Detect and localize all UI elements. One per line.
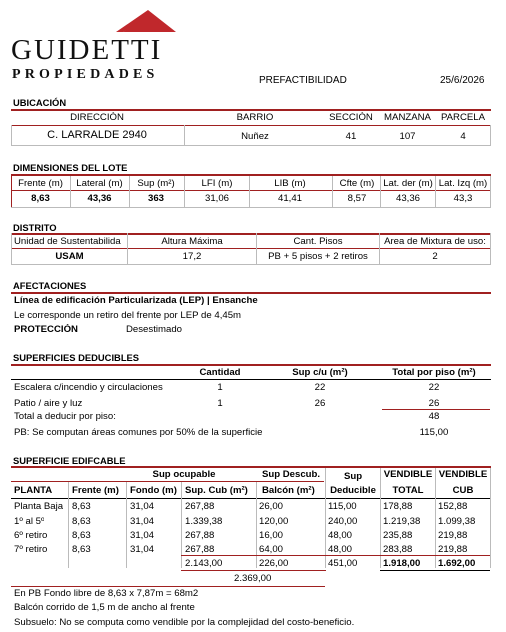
cell-fondo: 31,04 xyxy=(130,544,155,555)
value-seccion: 41 xyxy=(345,131,357,142)
col-header-cub: CUB xyxy=(452,485,474,496)
deducible-cantidad: 1 xyxy=(217,382,223,393)
cell-fondo: 31,04 xyxy=(130,501,155,512)
col-header-frente: Frente (m) xyxy=(18,178,63,189)
cell-sup-cub: 267,88 xyxy=(185,501,215,512)
divider xyxy=(181,555,490,556)
col-header-sup-cu: Sup c/u (m²) xyxy=(292,367,348,378)
cell-total: 283,88 xyxy=(383,544,413,555)
document-title: PREFACTIBILIDAD xyxy=(259,75,347,86)
cell-sup-cub: 1.339,38 xyxy=(185,516,223,527)
section-title-ubicacion: UBICACIÓN xyxy=(13,97,67,108)
divider xyxy=(11,481,324,482)
cell-frente: 8,63 xyxy=(72,544,91,555)
value-frente: 8,63 xyxy=(31,193,50,204)
afectacion-lep: Línea de edificación Particularizada (LEP) | Ensanche xyxy=(14,295,258,306)
divider xyxy=(11,586,325,587)
cell-cub: 152,88 xyxy=(438,501,468,512)
cell-frente: 8,63 xyxy=(72,501,91,512)
divider xyxy=(11,466,491,468)
grid-line xyxy=(11,233,12,264)
col-header-cantidad: Cantidad xyxy=(199,367,241,378)
value-direccion: C. LARRALDE 2940 xyxy=(47,129,147,141)
section-title-afectaciones: AFECTACIONES xyxy=(13,280,87,291)
pb-note-value: 115,00 xyxy=(419,427,449,438)
total-deducir-label: Total a deducir por piso: xyxy=(14,411,116,422)
group-header-sup: Sup xyxy=(343,471,363,482)
divider xyxy=(11,264,491,265)
col-header-lateral: Lateral (m) xyxy=(76,178,123,189)
total-sup-cub: 2.143,00 xyxy=(185,558,223,569)
value-sup: 363 xyxy=(147,193,164,204)
divider xyxy=(181,570,326,571)
company-logo xyxy=(11,10,176,82)
cell-planta: 1º al 5º xyxy=(14,516,45,527)
value-lib: 41,41 xyxy=(277,193,302,204)
cell-deducible: 48,00 xyxy=(328,530,353,541)
cell-deducible: 115,00 xyxy=(328,501,357,512)
col-header-sup-cub: Sup. Cub (m²) xyxy=(185,485,248,496)
section-title-deducibles: SUPERFICIES DEDUCIBLES xyxy=(13,352,140,363)
divider xyxy=(382,409,490,410)
cell-cub: 219,88 xyxy=(438,544,468,555)
group-header-descub: Sup Descub. xyxy=(261,469,321,480)
value-altura: 17,2 xyxy=(182,251,202,262)
value-barrio: Nuñez xyxy=(241,131,269,142)
col-header-pisos: Cant. Pisos xyxy=(293,236,343,247)
cell-balcon: 26,00 xyxy=(259,501,284,512)
divider xyxy=(11,174,491,176)
cell-cub: 1.099,38 xyxy=(438,516,476,527)
col-header-seccion: SECCIÓN xyxy=(329,112,373,123)
divider xyxy=(11,125,491,126)
grid-line xyxy=(380,176,381,207)
value-manzana: 107 xyxy=(399,131,416,142)
col-header-total-piso: Total por piso (m²) xyxy=(392,367,476,378)
deducible-sup: 26 xyxy=(314,398,326,409)
col-header-direccion: DIRECCIÓN xyxy=(70,112,124,123)
col-header-balcon: Balcón (m²) xyxy=(262,485,315,496)
cell-sup-cub: 267,88 xyxy=(185,530,215,541)
col-header-lib: LIB (m) xyxy=(274,178,306,189)
grand-total: 2.369,00 xyxy=(234,573,272,584)
grid-line xyxy=(184,125,185,145)
deducible-sup: 22 xyxy=(314,382,326,393)
total-balcon: 226,00 xyxy=(259,558,289,569)
grid-line xyxy=(184,176,185,207)
divider xyxy=(11,379,491,380)
value-unidad: USAM xyxy=(55,251,84,262)
divider xyxy=(11,145,491,146)
grid-line xyxy=(249,176,250,207)
grid-line xyxy=(379,233,380,264)
deducible-label: Patio / aire y luz xyxy=(14,398,83,409)
divider xyxy=(11,364,491,366)
cell-balcon: 64,00 xyxy=(259,544,284,555)
cell-cub: 219,88 xyxy=(438,530,468,541)
total-vendible-cub: 1.692,00 xyxy=(438,558,476,569)
grid-line xyxy=(490,125,491,145)
section-title-lote: DIMENSIONES DEL LOTE xyxy=(13,162,128,173)
col-header-fondo: Fondo (m) xyxy=(130,485,177,496)
cell-balcon: 120,00 xyxy=(259,516,289,527)
divider xyxy=(11,109,491,111)
cell-deducible: 240,00 xyxy=(328,516,358,527)
proteccion-value: Desestimado xyxy=(126,324,182,335)
col-header-lfi: LFI (m) xyxy=(201,178,233,189)
group-header-vendible-total: VENDIBLE xyxy=(383,469,433,480)
grid-line xyxy=(256,233,257,264)
grid-line xyxy=(435,176,436,207)
grid-line xyxy=(127,233,128,264)
divider xyxy=(11,207,491,208)
col-header-cfte: Cfte (m) xyxy=(339,178,375,189)
group-header-vendible-cub: VENDIBLE xyxy=(438,469,488,480)
col-header-parcela: PARCELA xyxy=(440,112,486,123)
col-header-total: TOTAL xyxy=(392,485,424,496)
divider xyxy=(11,233,491,235)
deducible-label: Escalera c/incendio y circulaciones xyxy=(14,382,163,393)
grid-line xyxy=(435,468,436,568)
col-header-sup: Sup (m²) xyxy=(137,178,175,189)
divider xyxy=(11,292,491,294)
value-lat-izq: 43,3 xyxy=(453,193,473,204)
total-vendible: 1.918,00 xyxy=(383,558,421,569)
grid-line xyxy=(70,176,71,207)
cell-balcon: 16,00 xyxy=(259,530,284,541)
col-header-unidad: Unidad de Sustentabilida xyxy=(14,236,121,247)
cell-fondo: 31,04 xyxy=(130,516,155,527)
pb-note: PB: Se computan áreas comunes por 50% de la superficie xyxy=(14,427,263,438)
grid-line xyxy=(325,468,326,568)
col-header-lat-der: Lat. der (m) xyxy=(383,178,433,189)
divider xyxy=(11,498,491,499)
cell-planta: 7º retiro xyxy=(14,544,48,555)
note-balcon: Balcón corrido de 1,5 m de ancho al frente xyxy=(14,602,195,613)
value-lat-der: 43,36 xyxy=(395,193,420,204)
grid-line xyxy=(490,233,491,264)
cell-sup-cub: 267,88 xyxy=(185,544,215,555)
cell-total: 178,88 xyxy=(383,501,413,512)
col-header-deducible: Deducible xyxy=(330,485,376,496)
grid-line xyxy=(490,468,491,568)
afectacion-retiro: Le corresponde un retiro del frente por LEP de 4,45m xyxy=(14,310,242,321)
proteccion-label: PROTECCIÓN xyxy=(14,324,78,335)
col-header-lat-izq: Lat. Izq (m) xyxy=(438,178,488,189)
note-subsuelo: Subsuelo: No se computa como vendible por la complejidad del costo-beneficio. xyxy=(14,617,355,628)
value-pisos: PB + 5 pisos + 2 retiros xyxy=(268,251,368,262)
deducible-total: 26 xyxy=(428,398,440,409)
note-fondo-libre: En PB Fondo libre de 8,63 x 7,87m = 68m2 xyxy=(14,588,199,599)
total-deducible: 451,00 xyxy=(328,558,358,569)
cell-frente: 8,63 xyxy=(72,530,91,541)
value-mixtura: 2 xyxy=(432,251,438,262)
deducible-cantidad: 1 xyxy=(217,398,223,409)
col-header-frente: Frente (m) xyxy=(72,485,119,496)
col-header-planta: PLANTA xyxy=(14,485,53,496)
value-lfi: 31,06 xyxy=(204,193,229,204)
grid-line xyxy=(380,468,381,568)
divider xyxy=(11,248,491,249)
grid-line xyxy=(11,176,12,207)
value-lateral: 43,36 xyxy=(87,193,112,204)
total-deducir-value: 48 xyxy=(428,411,440,422)
cell-total: 1.219,38 xyxy=(383,516,421,527)
brand-name: GUIDETTI xyxy=(11,34,163,66)
section-title-edificable: SUPERFICIE EDIFCABLE xyxy=(13,455,126,466)
cell-planta: Planta Baja xyxy=(14,501,64,512)
grid-line xyxy=(126,482,127,568)
grid-line xyxy=(68,482,69,568)
cell-total: 235,88 xyxy=(383,530,413,541)
brand-tagline: PROPIEDADES xyxy=(12,67,159,82)
value-cfte: 8,57 xyxy=(347,193,367,204)
grid-line xyxy=(490,176,491,207)
cell-deducible: 48,00 xyxy=(328,544,353,555)
col-header-altura: Altura Máxima xyxy=(161,236,223,247)
grid-line xyxy=(11,125,12,145)
grid-line xyxy=(332,176,333,207)
col-header-mixtura: Area de Mixtura de uso: xyxy=(384,236,486,247)
group-header-ocupable: Sup ocupable xyxy=(152,469,216,480)
col-header-manzana: MANZANA xyxy=(384,112,431,123)
cell-frente: 8,63 xyxy=(72,516,91,527)
divider xyxy=(380,570,490,571)
section-title-distrito: DISTRITO xyxy=(13,222,57,233)
grid-line xyxy=(129,176,130,207)
cell-fondo: 31,04 xyxy=(130,530,155,541)
value-parcela: 4 xyxy=(460,131,466,142)
document-date: 25/6/2026 xyxy=(440,75,485,86)
cell-planta: 6º retiro xyxy=(14,530,48,541)
divider xyxy=(11,190,491,191)
deducible-total: 22 xyxy=(428,382,440,393)
col-header-barrio: BARRIO xyxy=(236,112,274,123)
